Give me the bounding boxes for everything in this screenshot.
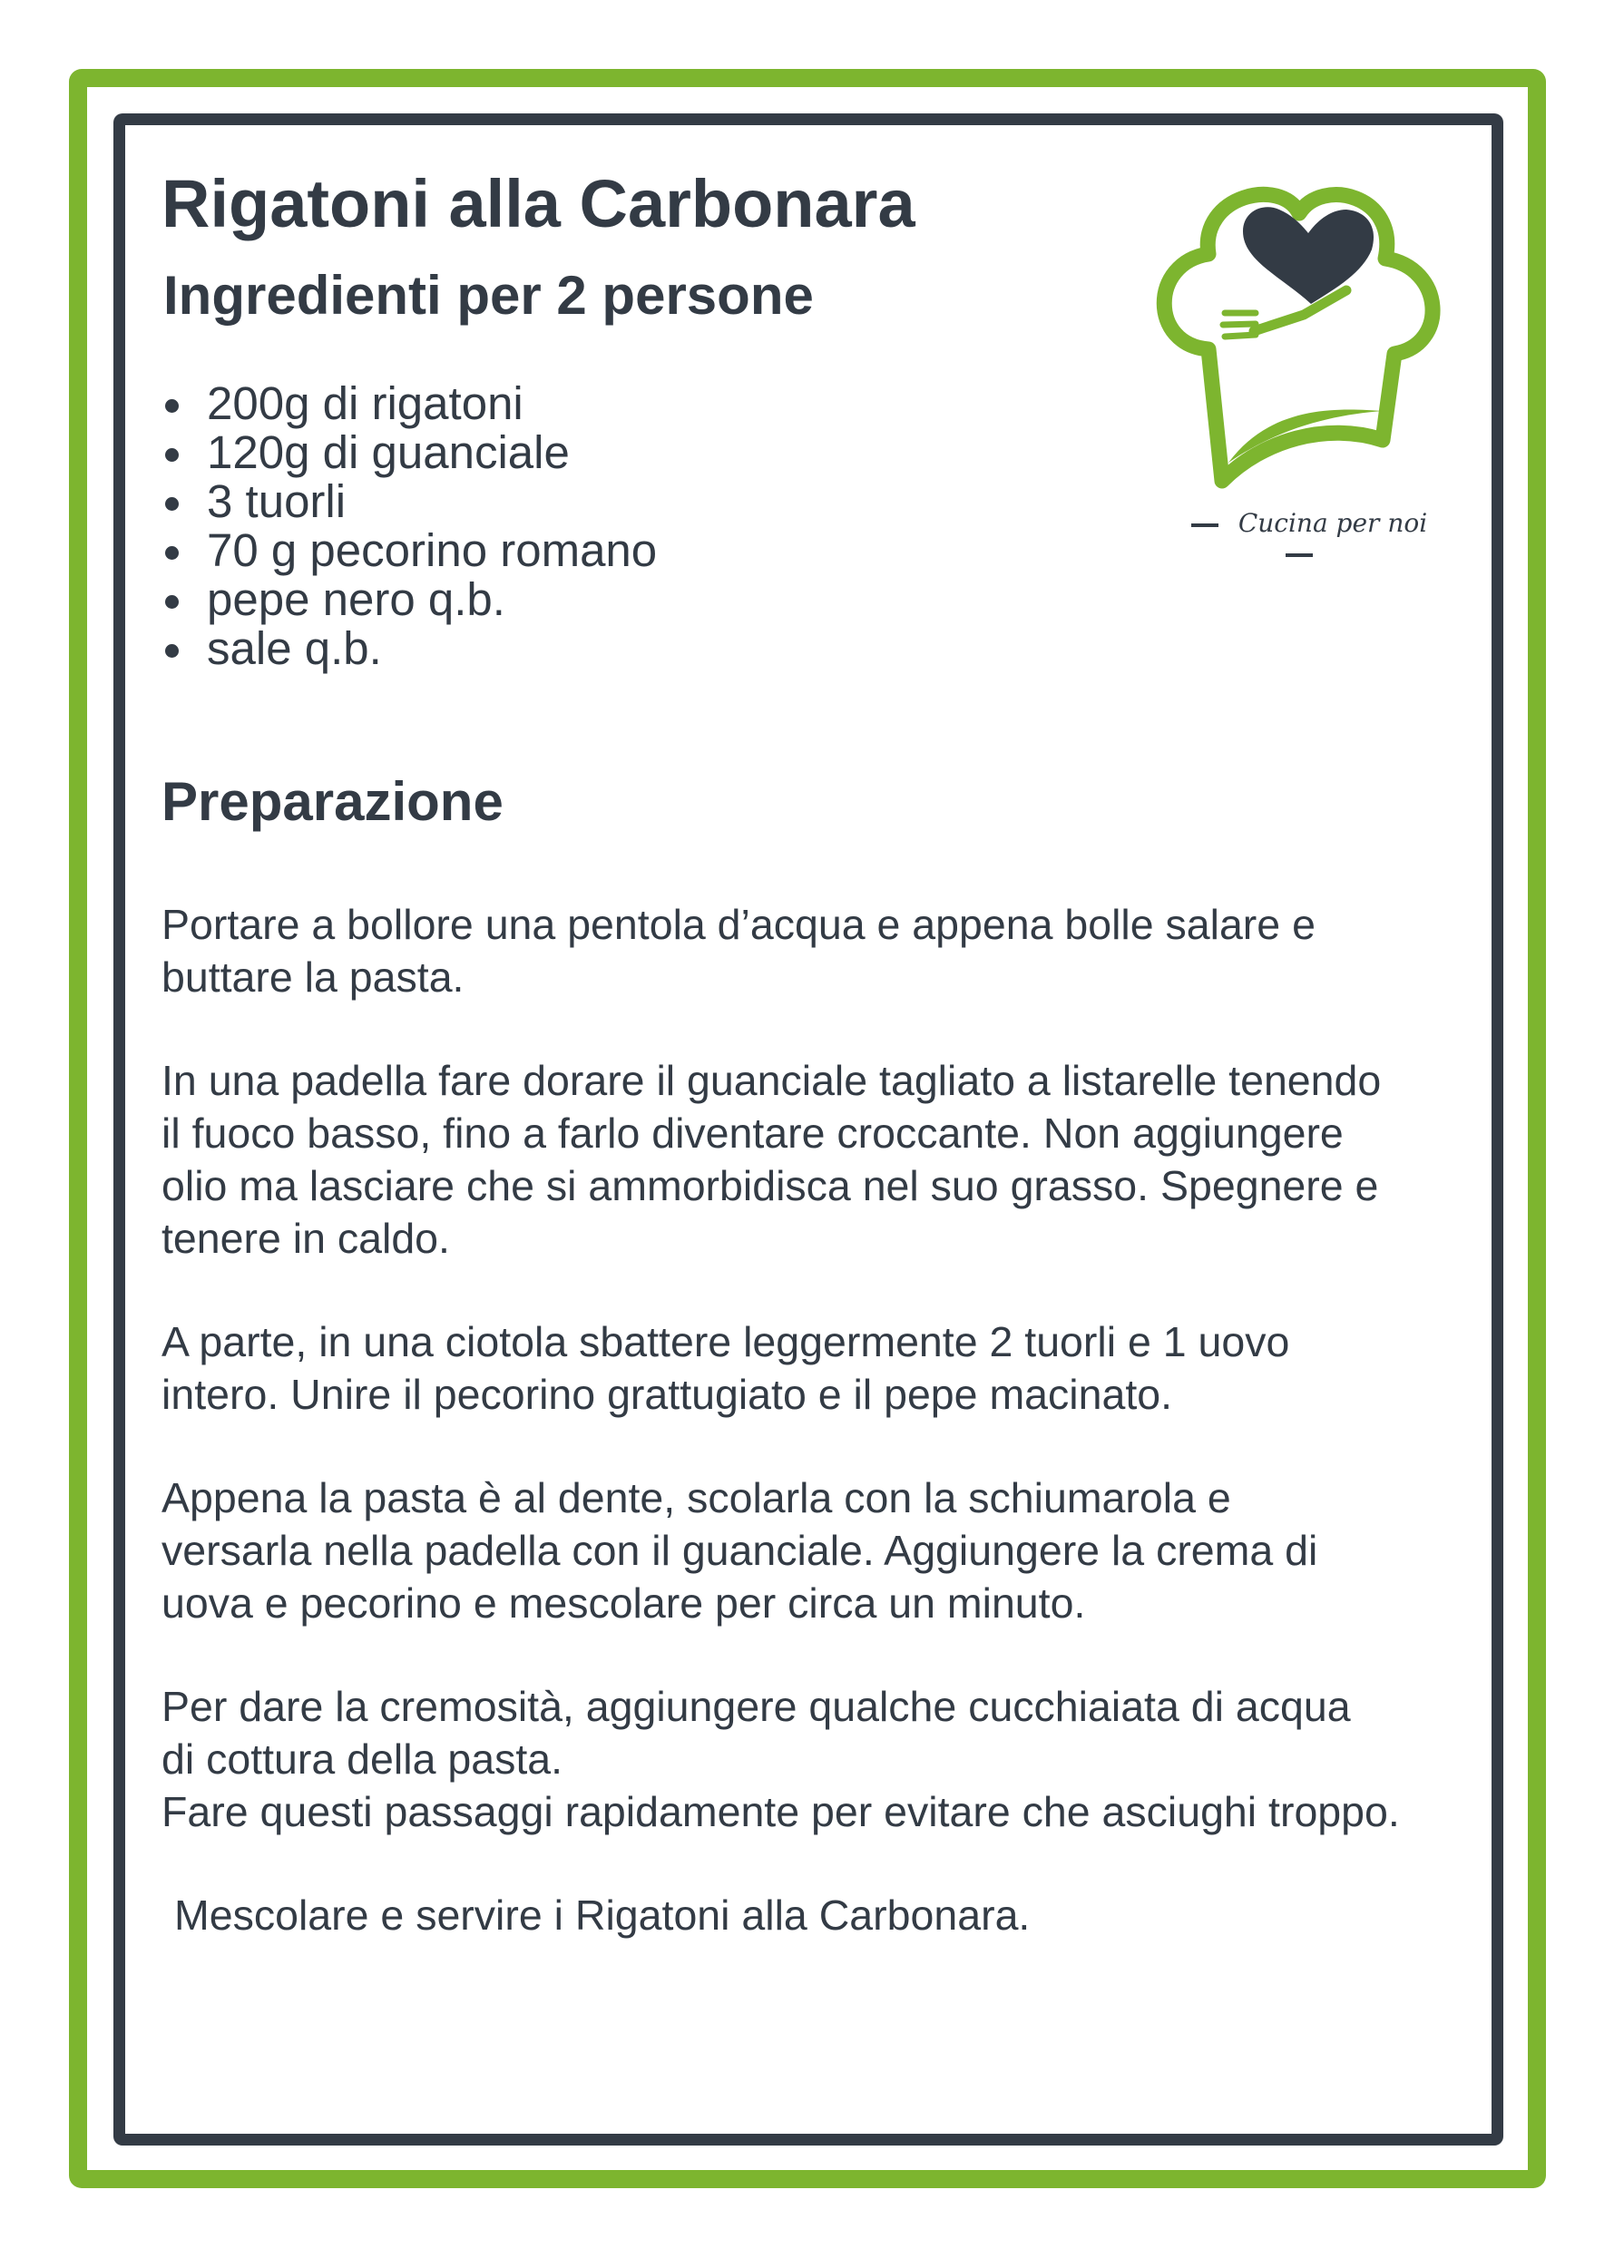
recipe-title: Rigatoni alla Carbonara (161, 166, 915, 241)
preparation-step: A parte, in una ciotola sbattere leggermente 2 tuorli e 1 uovo intero. Unire il pecorino grattugiato e il pepe macinato. (161, 1318, 1290, 1418)
fork-handle (1254, 290, 1346, 331)
ingredient-item: pepe nero q.b. (161, 575, 657, 624)
preparation-step: Mescolare e servire i Rigatoni alla Carbonara. (174, 1892, 1031, 1939)
caption-dash-left (1191, 523, 1218, 527)
chef-hat-heart-fork-icon (1145, 177, 1453, 558)
ingredients-heading: Ingredienti per 2 persone (163, 265, 814, 326)
ingredient-item: sale q.b. (161, 624, 657, 673)
preparation-heading: Preparazione (161, 771, 504, 832)
fork-tines (1223, 313, 1256, 337)
preparation-step: Portare a bollore una pentola d’acqua e appena bolle salare e buttare la pasta. (161, 901, 1316, 1001)
caption-dash-right (1286, 553, 1313, 557)
ingredient-item: 70 g pecorino romano (161, 526, 657, 575)
preparation-step: Per dare la cremosità, aggiungere qualche cucchiaiata di acqua di cottura della pasta. Fare questi passaggi rapidamente per evitare che asciughi troppo. (161, 1683, 1400, 1835)
ingredients-list (161, 379, 657, 673)
ingredient-item: 200g di rigatoni (161, 379, 657, 428)
logo-caption (1145, 508, 1453, 568)
ingredient-item: 3 tuorli (161, 477, 657, 526)
ingredient-item: 120g di guanciale (161, 428, 657, 477)
heart-shape (1243, 207, 1374, 304)
preparation-step: Appena la pasta è al dente, scolarla con la schiumarola e versarla nella padella con il guanciale. Aggiungere la crema di uova e pecorino e mescolare per circa un minuto. (161, 1474, 1318, 1627)
preparation-steps (161, 898, 1486, 1992)
preparation-step: In una padella fare dorare il guanciale tagliato a listarelle tenendo il fuoco basso, fino a farlo diventare croccante. Non aggiungere olio ma lasciare che si ammorbidisca nel suo grasso. Spegnere e tenere in caldo. (161, 1057, 1382, 1262)
logo-caption-text: Cucina per noi (1238, 508, 1428, 538)
